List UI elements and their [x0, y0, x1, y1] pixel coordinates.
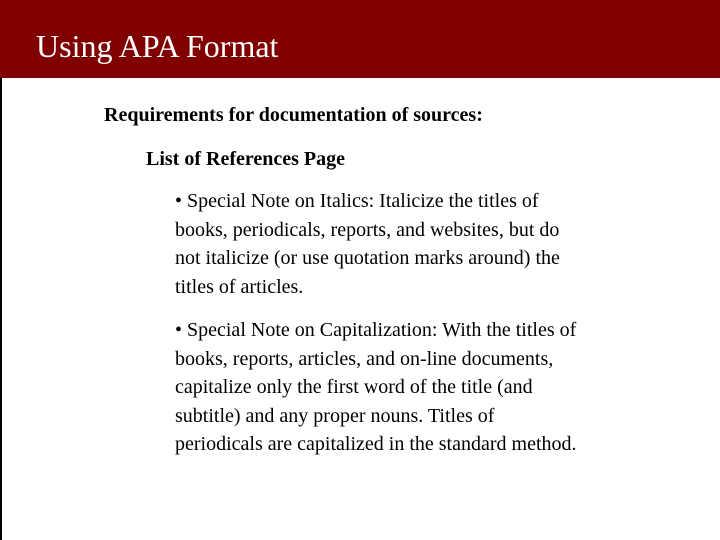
- note-line: periodicals are capitalized in the standard method.: [175, 433, 577, 455]
- note-line: • Special Note on Capitalization: With the titles of: [175, 319, 577, 341]
- section-heading: Requirements for documentation of sources:: [104, 104, 483, 126]
- note-capitalization: [175, 316, 675, 459]
- note-line: books, periodicals, reports, and websites, but do: [175, 218, 560, 241]
- note-line: capitalize only the first word of the title (and: [175, 376, 533, 398]
- note-line: titles of articles.: [175, 275, 304, 298]
- slide-title: Using APA Format: [36, 28, 279, 64]
- title-bar: [0, 0, 720, 78]
- note-line: not italicize (or use quotation marks around) the: [175, 247, 560, 269]
- note-line: books, reports, articles, and on-line documents,: [175, 347, 554, 370]
- note-line: • Special Note on Italics: Italicize the titles of: [175, 190, 539, 212]
- note-line: subtitle) and any proper nouns. Titles of: [175, 404, 495, 427]
- section-subheading: List of References Page: [146, 148, 346, 170]
- left-border-rule: [0, 78, 2, 540]
- note-italics: [175, 187, 675, 301]
